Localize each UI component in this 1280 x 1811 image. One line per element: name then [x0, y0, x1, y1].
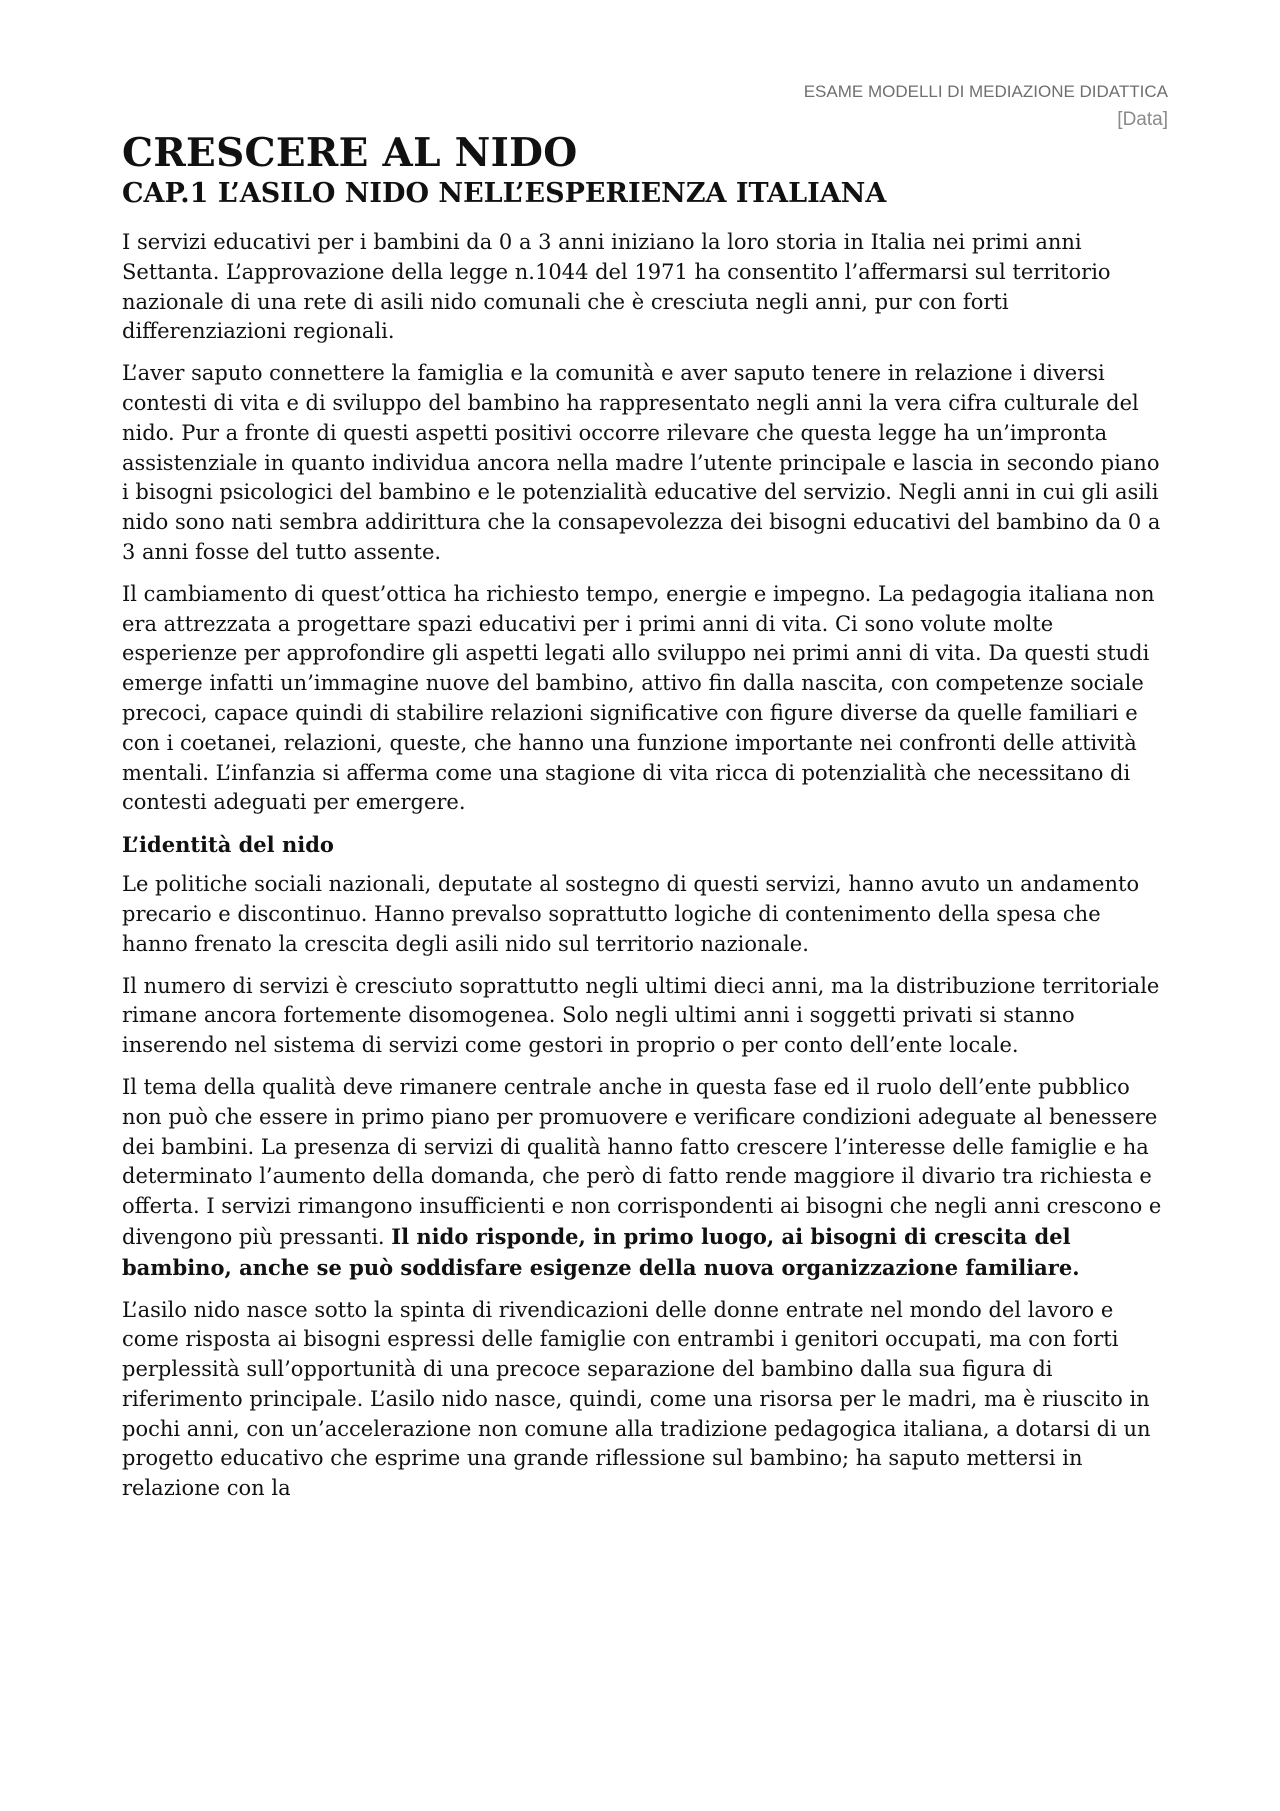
- paragraph: L’aver saputo connettere la famiglia e la comunità e aver saputo tenere in relazione i diversi contesti di vita e di sviluppo del bambino ha rappresentato negli anni la vera cifra culturale del nido. Pur a fronte di questi aspetti positivi occorre rilevare che questa legge ha un’impronta assistenziale in quanto individua ancora nella madre l’utente principale e lascia in secondo piano i bisogni psicologici del bambino e le potenzialità educative del servizio. Negli anni in cui gli asili nido sono nati sembra addirittura che la consapevolezza dei bisogni educativi del bambino da 0 a 3 anni fosse del tutto assente.: [122, 361, 1161, 564]
- paragraph: L’asilo nido nasce sotto la spinta di rivendicazioni delle donne entrate nel mondo del lavoro e come risposta ai bisogni espressi delle famiglie con entrambi i genitori occupati, ma con forti perplessità sull’opportunità di una precoce separazione del bambino dalla sua figura di riferimento principale. L’asilo nido nasce, quindi, come una risorsa per le madri, ma è riuscito in pochi anni, con un’accelerazione non comune alla tradizione pedagogica italiana, a dotarsi di un progetto educativo che esprime una grande riflessione sul bambino; ha saputo mettersi in relazione con la: [122, 1297, 1151, 1501]
- paragraph: I servizi educativi per i bambini da 0 a 3 anni iniziano la loro storia in Italia nei primi anni Settanta. L’approvazione della legge n.1044 del 1971 ha consentito l’affermarsi sul territorio nazionale di una rete di asili nido comunali che è cresciuta negli anni, pur con forti differenziazioni regionali.: [122, 230, 1111, 344]
- document-body: [122, 130, 1172, 1516]
- paragraph: Il numero di servizi è cresciuto soprattutto negli ultimi dieci anni, ma la distribuzione territoriale rimane ancora fortemente disomogenea. Solo negli ultimi anni i soggetti privati si stanno inserendo nel sistema di servizi come gestori in proprio o per conto dell’ente locale.: [122, 973, 1160, 1058]
- quality-paragraph-bold: Il nido risponde, in primo luogo, ai bisogni di crescita del bambino, anche se può soddisfare esigenze della nuova organizzazione familiare.: [122, 1223, 1080, 1280]
- quality-paragraph-text: Il tema della qualità deve rimanere centrale anche in questa fase ed il ruolo dell’ente pubblico non può che essere in primo piano per promuovere e verificare condizioni adeguate al benessere dei bambini. La presenza di servizi di qualità hanno fatto crescere l’interesse delle famiglie e ha determinato l’aumento della domanda, che però di fatto rende maggiore il divario tra richiesta e offerta. I servizi rimangono insufficienti e non corrispondenti ai bisogni che negli anni crescono e divengono più pressanti.: [122, 1074, 1162, 1249]
- quality-paragraph: [122, 1073, 1172, 1284]
- chapter-title: CAP.1 L’ASILO NIDO NELL’ESPERIENZA ITALIANA: [122, 178, 887, 209]
- paragraph: Le politiche sociali nazionali, deputate al sostegno di questi servizi, hanno avuto un andamento precario e discontinuo. Hanno prevalso soprattutto logiche di contenimento della spesa che hanno frenato la crescita degli asili nido sul territorio nazionale.: [122, 872, 1140, 956]
- document-title: CRESCERE AL NIDO: [122, 130, 578, 176]
- header-title: ESAME MODELLI DI MEDIAZIONE DIDATTICA: [803, 82, 1168, 101]
- paragraph: Il cambiamento di quest’ottica ha richiesto tempo, energie e impegno. La pedagogia italiana non era attrezzata a progettare spazi educativi per i primi anni di vita. Ci sono volute molte esperienze per approfondire gli aspetti legati allo sviluppo nei primi anni di vita. Da questi studi emerge infatti un’immagine nuove del bambino, attivo fin dalla nascita, con competenze sociale precoci, capace quindi di stabilire relazioni significative con figure diverse da quelle familiari e con i coetanei, relazioni, queste, che hanno una funzione importante nei confronti delle attività mentali. L’infanzia si afferma come una stagione di vita ricca di potenzialità che necessitano di contesti adeguati per emergere.: [122, 581, 1155, 815]
- header-date: [Data]: [1117, 109, 1168, 130]
- page-header: [804, 78, 1168, 134]
- section-heading: L’identità del nido: [122, 832, 334, 858]
